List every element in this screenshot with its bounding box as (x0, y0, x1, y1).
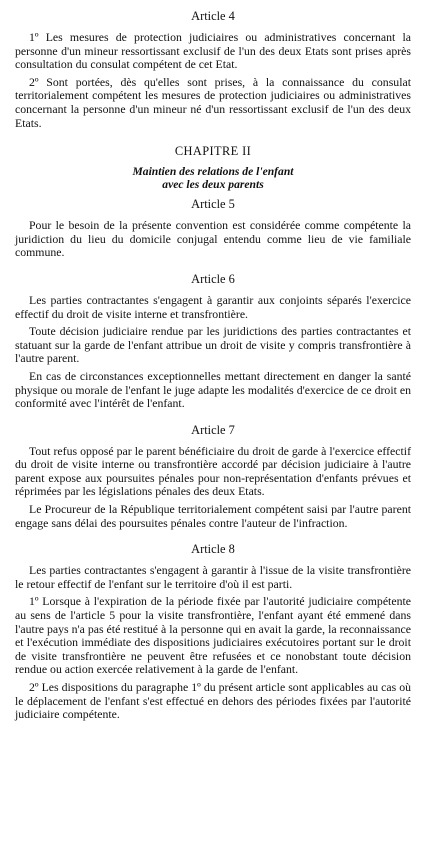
article-8 (15, 542, 411, 722)
article-6-paragraph-3: En cas de circonstances exceptionnelles mettant directement en danger la santé physique ou morale de l'enfant le juge adapte les modalités d'exercice de ce droit en conformité avec l'intérêt de l'enfant. (15, 368, 411, 411)
article-6-paragraph-1: Les parties contractantes s'engagent à garantir aux conjoints séparés l'exercice effectif du droit de visite interne et transfrontière. (15, 292, 411, 321)
article-7-paragraph-2: Le Procureur de la République territorialement compétent saisi par l'autre parent engage sans délai des poursuites pénales contre l'auteur de l'infraction. (15, 502, 411, 530)
article-8-title: Article 8 (191, 542, 235, 557)
article-7 (15, 423, 411, 531)
article-6-paragraph-2: Toute décision judiciaire rendue par les juridictions des parties contractantes et statuant sur la garde de l'enfant attribue un droit de visite y compris transfrontière à l'autre parent. (15, 324, 411, 366)
article-6 (15, 272, 411, 411)
chapter-subtitle-line-2: avec les deux parents (162, 178, 264, 192)
article-5-title: Article 5 (191, 197, 235, 212)
article-5 (15, 197, 411, 260)
article-4-paragraph-1: 1º Les mesures de protection judiciaires ou administratives concernant la personne d'un mineur ressortissant exclusif de l'un des deux Etats sont prises après consultation du consulat compétent de cet Etat. (15, 30, 411, 72)
article-4-title: Article 4 (191, 9, 235, 23)
article-8-paragraph-3: 2º Les dispositions du paragraphe 1º du présent article sont applicables au cas où le déplacement de l'enfant s'est effectué en dehors des périodes fixées par l'autorité judiciaire compétente. (15, 680, 411, 722)
article-6-title: Article 6 (191, 271, 235, 286)
article-8-paragraph-2: 1º Lorsque à l'expiration de la période fixée par l'autorité judiciaire compétente au sens de l'article 5 pour la visite transfrontière, l'enfant ayant été emmené dans l'autre pays n'a pas été restitué à la personne qui en avait la garde, la reconnaissance et l'exécution immédiate des dispositions judiciaires exécutoires portant sur le droit de visite transfrontière ne peuvent être refusées et ce nonobstant toute décision rendue ou action exercée relativement à la garde de l'enfant. (15, 594, 411, 677)
article-5-paragraph-1: Pour le besoin de la présente convention est considérée comme compétente la juridiction du lieu du domicile conjugal entendu comme lieu de vie familiale commune. (15, 218, 411, 260)
article-7-title: Article 7 (191, 422, 235, 437)
chapter-subtitle-line-1: Maintien des relations de l'enfant (132, 165, 294, 179)
chapter-subtitle (15, 165, 411, 191)
article-7-paragraph-1: Tout refus opposé par le parent bénéficiaire du droit de garde à l'exercice effectif du droit de visite interne ou transfrontière accordé par décision judiciaire à l'autre parent expose aux poursuites pénales pour non-représentation d'enfants prévues et réprimées par les législations pénales des deux Etats. (15, 443, 411, 499)
article-4 (15, 9, 411, 130)
article-8-paragraph-1: Les parties contractantes s'engagent à garantir à l'issue de la visite transfrontière le retour effectif de l'enfant sur le territoire d'où il est parti. (15, 563, 411, 591)
chapter-title: CHAPITRE II (174, 144, 252, 159)
article-4-paragraph-2: 2º Sont portées, dès qu'elles sont prises, à la connaissance du consulat territorialement compétent les mesures de protection judiciaires ou administratives concernant la personne d'un mineur né d'un ressortissant exclusif de l'un des deux Etats. (15, 74, 411, 130)
